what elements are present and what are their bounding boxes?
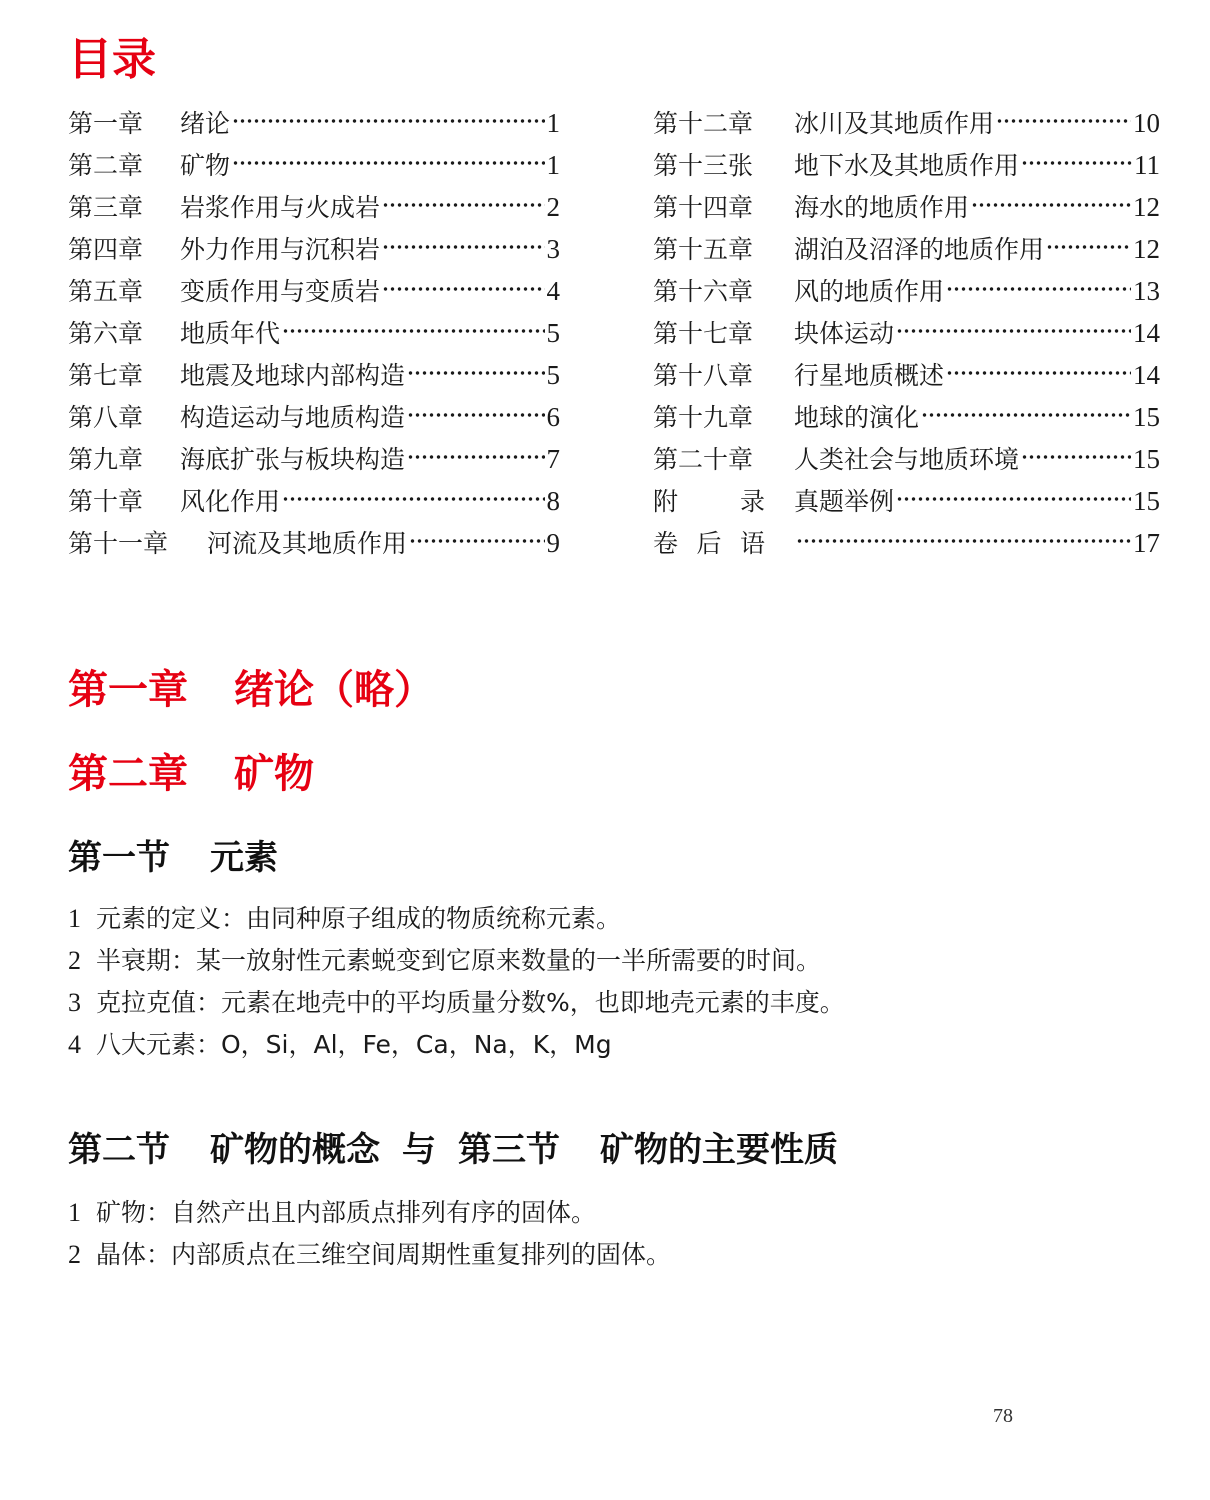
toc-dot-leader [232,158,544,168]
toc-page-number: 13 [1133,276,1160,306]
toc-chapter-label: 第十七章 [653,319,754,348]
toc-chapter-name: 行星地质概述 [794,361,945,390]
toc-dot-leader [1046,242,1131,252]
section-1-list [68,898,845,1066]
chapter-2-heading [68,748,314,800]
toc-dot-leader [996,116,1131,126]
toc-page-number: 3 [546,234,560,264]
toc-dot-leader [407,410,544,420]
toc-chapter-label: 第四章 [68,235,144,264]
toc-entry[interactable] [653,396,1160,438]
toc-chapter-label: 第九章 [68,445,144,474]
toc-dot-leader [896,326,1131,336]
toc-chapter-name: 地下水及其地质作用 [794,151,1020,180]
toc-chapter-label: 第七章 [68,361,144,390]
toc-chapter-name: 变质作用与变质岩 [180,277,381,306]
toc-page-number: 15 [1133,486,1160,516]
toc-entry[interactable] [653,354,1160,396]
toc-entry[interactable] [68,102,560,144]
toc-entry[interactable] [653,144,1160,186]
toc-chapter-name: 人类社会与地质环境 [794,445,1020,474]
toc-entry[interactable] [653,312,1160,354]
toc-chapter-label: 第八章 [68,403,144,432]
item-number: 1 [68,1198,81,1227]
toc-page-number: 5 [546,360,560,390]
toc-dot-leader [282,494,544,504]
item-number: 2 [68,946,81,975]
section-number: 第一节 [68,838,170,878]
list-item [68,1234,671,1276]
toc-dot-leader [796,536,1131,546]
toc-chapter-name: 风化作用 [180,487,281,516]
toc-entry[interactable] [68,228,560,270]
toc-chapter-name: 地震及地球内部构造 [180,361,406,390]
toc-page-number: 12 [1133,234,1160,264]
item-text: 矿物：自然产出且内部质点排列有序的固体。 [96,1198,597,1227]
list-item [68,982,845,1024]
chapter-number: 第二章 [68,751,188,797]
toc-page-number: 7 [546,444,560,474]
toc-entry[interactable] [68,312,560,354]
list-item [68,1024,845,1066]
toc-chapter-name: 冰川及其地质作用 [794,109,995,138]
section-joiner: 与 [402,1130,436,1170]
toc-chapter-name: 海水的地质作用 [794,193,970,222]
toc-dot-leader [407,368,544,378]
toc-dot-leader [1021,158,1132,168]
toc-chapter-label: 第十三张 [653,151,754,180]
toc-page-number: 6 [546,402,560,432]
toc-entry[interactable] [68,438,560,480]
toc-chapter-name: 块体运动 [794,319,895,348]
toc-chapter-label: 第三章 [68,193,144,222]
toc-page-number: 9 [546,528,560,558]
toc-entry[interactable] [653,102,1160,144]
toc-page-number: 12 [1133,192,1160,222]
toc-entry[interactable] [68,186,560,228]
toc-dot-leader [946,368,1131,378]
section-title: 矿物的主要性质 [600,1130,838,1170]
toc-chapter-label: 第十一章 [68,529,169,558]
toc-dot-leader [382,284,544,294]
item-text: 晶体：内部质点在三维空间周期性重复排列的固体。 [96,1240,672,1269]
list-item [68,1192,671,1234]
toc-chapter-name: 构造运动与地质构造 [180,403,406,432]
toc-entry[interactable] [68,354,560,396]
toc-dot-leader [921,410,1131,420]
section-number: 第三节 [458,1130,560,1170]
section-2-3-list [68,1192,671,1276]
toc-chapter-name: 岩浆作用与火成岩 [180,193,381,222]
toc-chapter-label: 第六章 [68,319,144,348]
item-text: 半衰期：某一放射性元素蜕变到它原来数量的一半所需要的时间。 [96,946,822,975]
toc-chapter-name: 矿物 [180,151,231,180]
toc-dot-leader [282,326,544,336]
toc-chapter-name: 海底扩张与板块构造 [180,445,406,474]
toc-entry[interactable] [653,522,1160,564]
toc-page-number: 14 [1133,318,1160,348]
section-number: 第二节 [68,1130,170,1170]
chapter-title: 矿物 [234,751,314,797]
toc-page-number: 1 [546,108,560,138]
toc-dot-leader [946,284,1131,294]
chapter-title: 绪论（略） [234,667,434,713]
toc-entry[interactable] [68,396,560,438]
toc-entry[interactable] [68,270,560,312]
toc-right-column [653,102,1160,564]
toc-chapter-label: 第十八章 [653,361,754,390]
toc-chapter-name: 外力作用与沉积岩 [180,235,381,264]
toc-entry[interactable] [68,522,560,564]
toc-entry[interactable] [653,480,1160,522]
toc-chapter-label: 第一章 [68,109,144,138]
toc-entry[interactable] [653,270,1160,312]
toc-page-number: 8 [546,486,560,516]
toc-dot-leader [382,200,544,210]
item-text: 克拉克值：元素在地壳中的平均质量分数%，也即地壳元素的丰度。 [96,988,845,1017]
toc-dot-leader [896,494,1131,504]
section-title: 矿物的概念 [210,1130,380,1170]
toc-chapter-label: 附录 [653,487,765,516]
list-item [68,940,845,982]
toc-title: 目录 [68,34,156,85]
item-number: 4 [68,1030,81,1059]
section-title: 元素 [210,838,278,878]
section-1-heading [68,836,278,880]
toc-entry[interactable] [653,438,1160,480]
toc-page-number: 1 [546,150,560,180]
toc-dot-leader [382,242,544,252]
toc-chapter-name: 地质年代 [180,319,281,348]
toc-page-number: 15 [1133,444,1160,474]
chapter-1-heading [68,664,434,716]
toc-dot-leader [232,116,544,126]
toc-chapter-name: 湖泊及沼泽的地质作用 [794,235,1045,264]
item-number: 2 [68,1240,81,1269]
toc-entry[interactable] [68,480,560,522]
toc-dot-leader [407,452,544,462]
toc-page-number: 17 [1133,528,1160,558]
toc-page-number: 2 [546,192,560,222]
toc-dot-leader [409,536,544,546]
toc-chapter-label: 第十二章 [653,109,754,138]
toc-chapter-label: 第二十章 [653,445,754,474]
list-item [68,898,845,940]
toc-page-number: 11 [1134,150,1160,180]
toc-chapter-label: 第十六章 [653,277,754,306]
toc-page-number: 4 [546,276,560,306]
section-2-3-heading [68,1128,838,1172]
toc-chapter-label: 第十五章 [653,235,754,264]
toc-entry[interactable] [653,228,1160,270]
toc-page-number: 15 [1133,402,1160,432]
item-number: 3 [68,988,81,1017]
chapter-number: 第一章 [68,667,188,713]
toc-chapter-name: 河流及其地质作用 [207,529,408,558]
item-text: 元素的定义：由同种原子组成的物质统称元素。 [96,904,622,933]
toc-dot-leader [971,200,1131,210]
toc-left-column [68,102,560,564]
toc-entry[interactable] [653,186,1160,228]
toc-chapter-label: 第二章 [68,151,144,180]
page-number: 78 [993,1405,1013,1427]
toc-entry[interactable] [68,144,560,186]
toc-chapter-name: 风的地质作用 [794,277,945,306]
item-number: 1 [68,904,81,933]
toc-chapter-name: 真题举例 [794,487,895,516]
toc-chapter-label: 第十四章 [653,193,754,222]
toc-dot-leader [1021,452,1131,462]
item-text: 八大元素：O，Si，Al，Fe，Ca，Na，K，Mg [96,1030,612,1059]
toc-page-number: 5 [546,318,560,348]
toc-chapter-name: 地球的演化 [794,403,920,432]
toc-chapter-label: 第十章 [68,487,144,516]
toc-chapter-name: 绪论 [180,109,231,138]
toc-chapter-label: 第十九章 [653,403,754,432]
toc-chapter-label: 卷后语 [653,529,765,558]
toc-page-number: 14 [1133,360,1160,390]
toc-chapter-label: 第五章 [68,277,144,306]
toc-page-number: 10 [1133,108,1160,138]
